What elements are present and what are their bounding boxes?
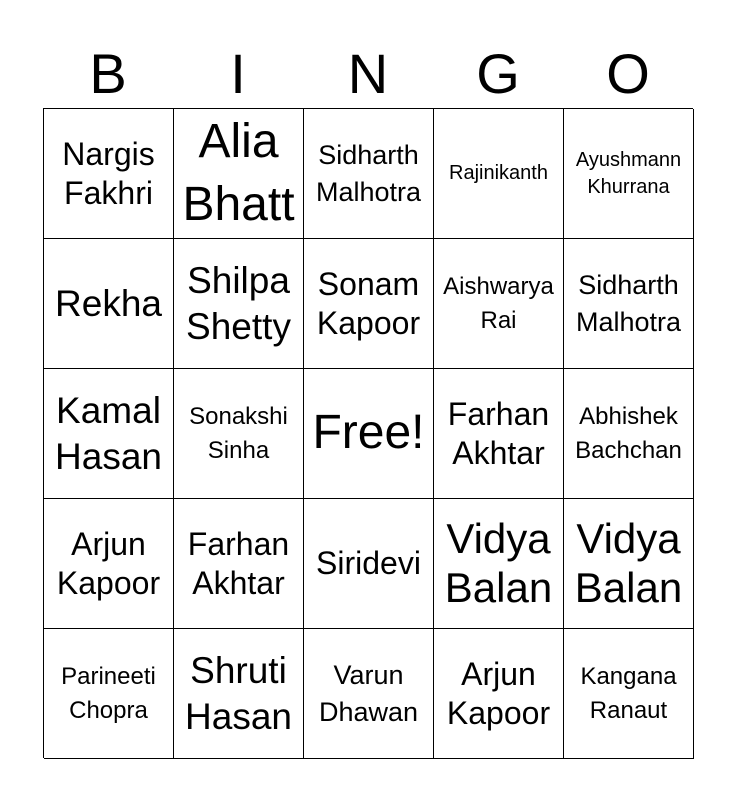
cell-label: Shruti Hasan — [185, 650, 292, 737]
header-letter-g: G — [476, 42, 520, 105]
cell-label: Farhan Akhtar — [447, 396, 550, 471]
free-space[interactable] — [304, 369, 434, 499]
bingo-cell[interactable] — [564, 629, 694, 759]
bingo-cell[interactable] — [44, 499, 174, 629]
bingo-board — [43, 108, 693, 758]
bingo-cell[interactable] — [564, 239, 694, 369]
bingo-cell[interactable] — [304, 499, 434, 629]
bingo-cell[interactable] — [44, 239, 174, 369]
header-letter-i: I — [230, 42, 246, 105]
cell-label: Parineeti Chopra — [61, 662, 156, 724]
free-label: Free! — [312, 406, 425, 460]
cell-label: Kamal Hasan — [55, 390, 162, 477]
cell-label: Rajinikanth — [449, 162, 548, 184]
header-letter-b: B — [89, 42, 127, 105]
bingo-cell[interactable] — [174, 499, 304, 629]
cell-label: Vidya Balan — [574, 515, 683, 611]
bingo-cell[interactable] — [304, 239, 434, 369]
bingo-cell[interactable] — [304, 109, 434, 239]
bingo-cell[interactable] — [174, 629, 304, 759]
cell-label: Sidharth Malhotra — [315, 140, 422, 207]
cell-label: Aishwarya Rai — [443, 272, 554, 334]
bingo-cell[interactable] — [44, 109, 174, 239]
cell-label: Abhishek Bachchan — [575, 402, 682, 464]
header-letter-n: N — [347, 42, 389, 105]
bingo-cell[interactable] — [174, 109, 304, 239]
bingo-cell[interactable] — [434, 109, 564, 239]
bingo-cell[interactable] — [564, 109, 694, 239]
cell-label: Sidharth Malhotra — [575, 270, 682, 337]
header-letter-o: O — [606, 42, 650, 105]
bingo-cell[interactable] — [434, 629, 564, 759]
cell-label: Ayushmann Khurrana — [575, 148, 682, 198]
bingo-cell[interactable] — [564, 369, 694, 499]
cell-label: Alia Bhatt — [182, 115, 295, 231]
cell-label: Nargis Fakhri — [62, 136, 155, 211]
bingo-cell[interactable] — [44, 629, 174, 759]
cell-label: Arjun Kapoor — [446, 656, 551, 731]
cell-label: Vidya Balan — [444, 515, 553, 611]
bingo-cell[interactable] — [434, 239, 564, 369]
bingo-cell[interactable] — [304, 629, 434, 759]
bingo-cell[interactable] — [434, 499, 564, 629]
cell-label: Shilpa Shetty — [186, 260, 291, 347]
cell-label: Varun Dhawan — [318, 660, 419, 727]
bingo-cell[interactable] — [564, 499, 694, 629]
bingo-cell[interactable] — [174, 239, 304, 369]
cell-label: Sonam Kapoor — [316, 266, 421, 341]
cell-label: Kangana Ranaut — [580, 662, 677, 724]
cell-label: Farhan Akhtar — [187, 526, 290, 601]
bingo-cell[interactable] — [434, 369, 564, 499]
cell-label: Rekha — [55, 282, 162, 324]
cell-label: Sonakshi Sinha — [189, 402, 288, 464]
bingo-header — [43, 40, 693, 108]
cell-label: Arjun Kapoor — [56, 526, 161, 601]
bingo-cell[interactable] — [44, 369, 174, 499]
cell-label: Siridevi — [316, 545, 421, 582]
bingo-cell[interactable] — [174, 369, 304, 499]
